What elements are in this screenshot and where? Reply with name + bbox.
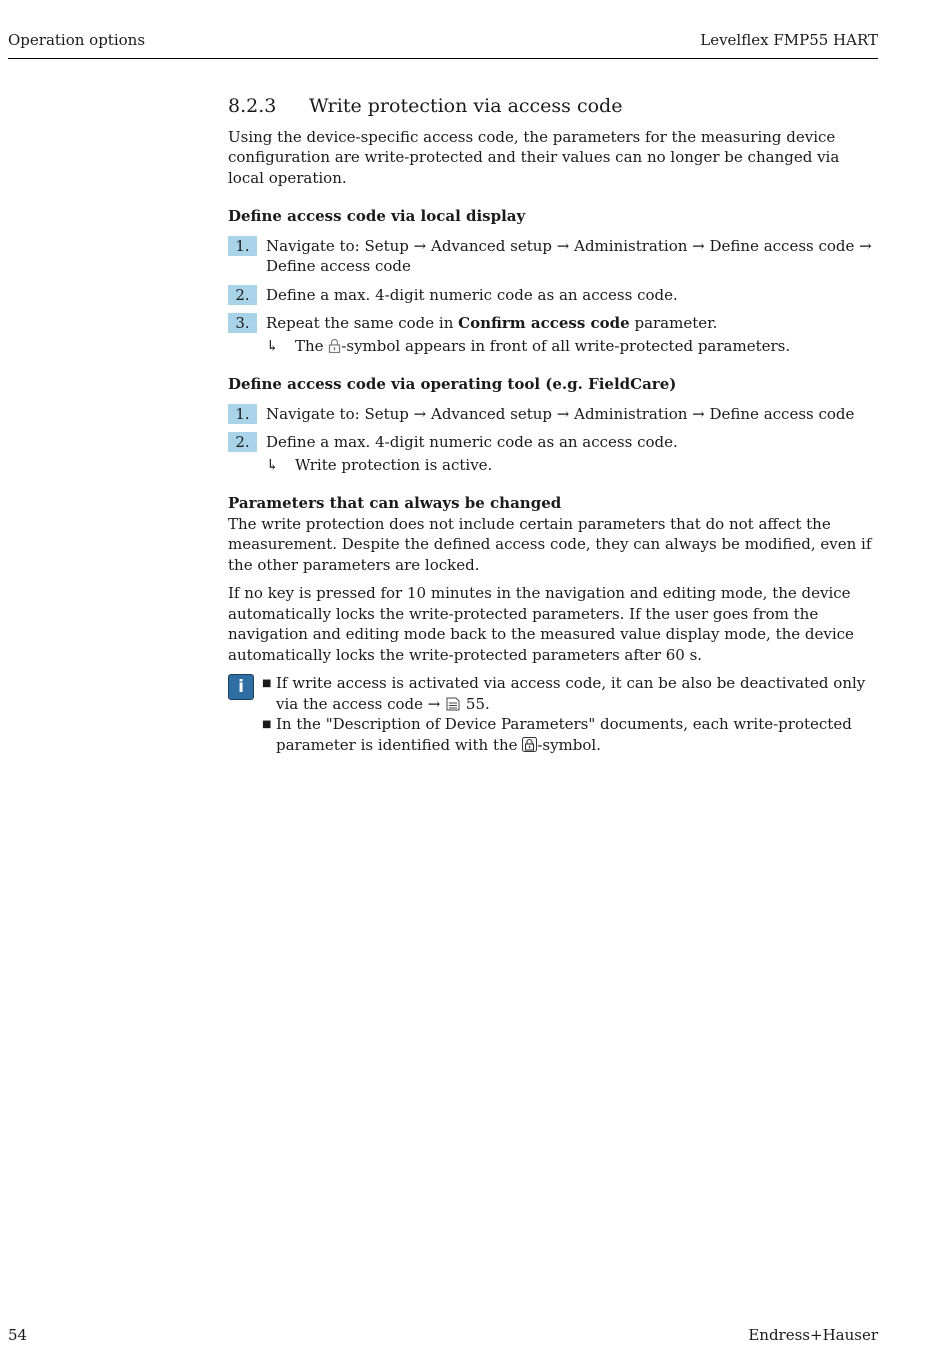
document-page-icon: [445, 697, 461, 711]
section-title: Write protection via access code: [309, 95, 623, 117]
step-text: Define a max. 4-digit numeric code as an access code.: [266, 433, 678, 451]
always-paragraph-2: If no key is pressed for 10 minutes in the navigation and editing mode, the device automatically locks the write-protected parameters. If the user goes from the navigation and editing mode back to the measured value display mode, the device automatically locks the write-protected parameters after 60 s.: [228, 584, 854, 664]
page-header: [8, 31, 878, 59]
step-number: 2.: [228, 432, 257, 452]
note-item-2: [262, 714, 878, 755]
note-item-text: [276, 673, 878, 714]
note-item-text-pre: If write access is activated via access code, it can be also be deactivated only via the access code →: [276, 674, 866, 713]
section-heading: [228, 96, 878, 117]
result-text-pre: The: [295, 336, 329, 355]
step-text-pre: Repeat the same code in: [266, 314, 459, 332]
info-icon: i: [228, 674, 254, 700]
step-number: 3.: [228, 313, 257, 333]
page-footer: [8, 1326, 878, 1344]
always-paragraph-1: The write protection does not include certain parameters that do not affect the measurement. Despite the defined access code, they can always be modified, even if the other parameters are locked.: [228, 514, 872, 574]
bullet-icon: ■: [262, 719, 272, 730]
tool-result: [266, 455, 878, 476]
result-arrow-icon: ↳: [266, 336, 279, 355]
info-note: [228, 673, 878, 755]
note-item-text: [276, 714, 878, 755]
local-step-1: [228, 236, 878, 277]
bullet-icon: ■: [262, 678, 272, 689]
header-product-name: Levelflex FMP55 HART: [700, 31, 878, 49]
step-text-post: parameter.: [629, 314, 718, 332]
always-changed-heading: Parameters that can always be changed: [228, 494, 562, 512]
page-number: 54: [8, 1326, 28, 1344]
lock-box-icon: [522, 737, 537, 752]
step-number: 2.: [228, 285, 257, 305]
tool-step-1: [228, 404, 878, 425]
local-result: [266, 336, 878, 357]
page-reference: 55.: [465, 694, 490, 713]
tool-step-2: [228, 432, 878, 453]
step-text: [266, 313, 878, 334]
step-text: Navigate to: Setup → Advanced setup → Administration → Define access code: [266, 404, 855, 423]
step-text: Navigate to: Setup → Advanced setup → Administration → Define access code → Define access code: [266, 236, 872, 275]
lock-icon: [328, 338, 341, 353]
step-number: 1.: [228, 236, 257, 256]
main-content: [228, 96, 878, 755]
step-text: Define a max. 4-digit numeric code as an access code.: [266, 285, 678, 304]
note-item-text-post: -symbol.: [537, 735, 601, 754]
note-item-1: [262, 673, 878, 714]
result-text: Write protection is active.: [295, 455, 493, 474]
header-section-title: Operation options: [8, 31, 146, 49]
local-step-3: [228, 313, 878, 334]
result-text-post: -symbol appears in front of all write-protected parameters.: [341, 336, 791, 355]
result-text: [295, 336, 790, 357]
step-number: 1.: [228, 404, 257, 424]
local-step-2: [228, 285, 878, 306]
result-arrow-icon: ↳: [266, 455, 279, 474]
note-item-text-pre: In the "Description of Device Parameters" documents, each write-protected parameter is identified with the: [276, 715, 852, 754]
note-list: [262, 673, 878, 755]
section-number: 8.2.3: [228, 95, 277, 117]
brand-name: Endress+Hauser: [748, 1326, 878, 1344]
confirm-access-code-label: Confirm access code: [458, 314, 630, 332]
intro-paragraph: Using the device-specific access code, the parameters for the measuring device configuration are write-protected and their values can no longer be changed via local operation.: [228, 127, 840, 187]
operating-tool-heading: Define access code via operating tool (e.g. FieldCare): [228, 375, 677, 393]
local-display-heading: Define access code via local display: [228, 207, 526, 225]
